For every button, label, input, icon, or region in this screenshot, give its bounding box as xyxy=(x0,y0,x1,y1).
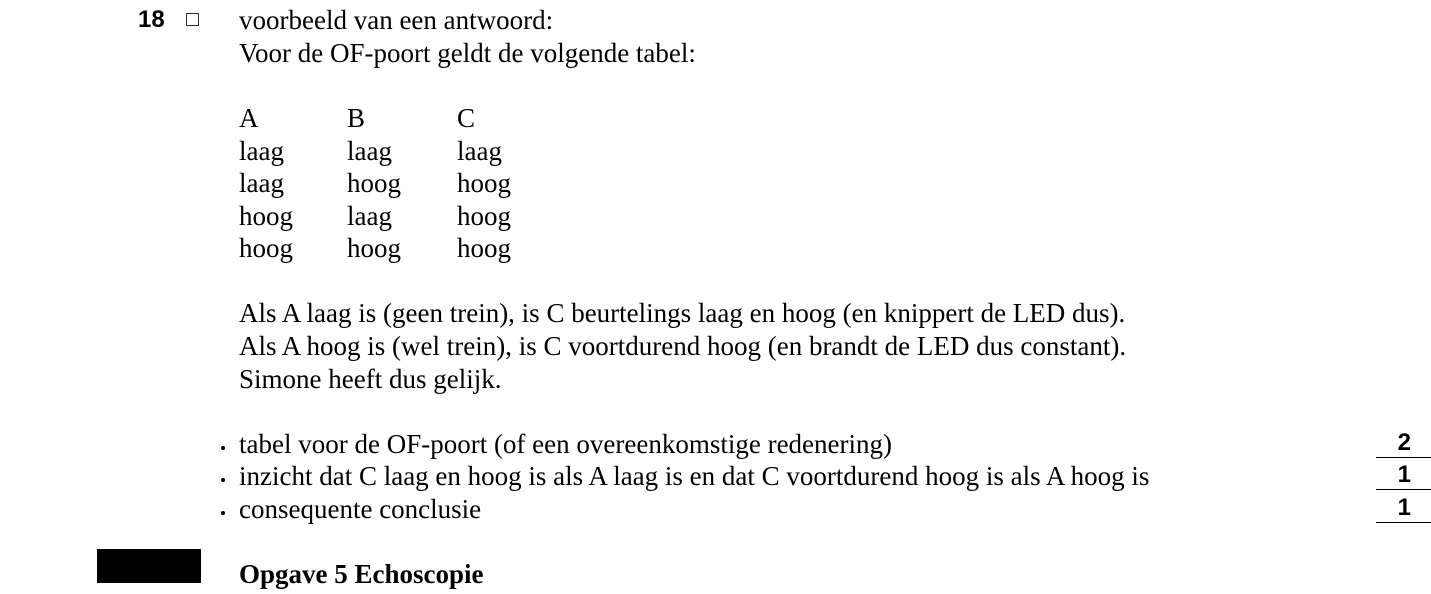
table-header-b: B xyxy=(347,103,366,133)
scoring-item-3: consequente conclusie xyxy=(239,494,482,524)
table-cell: hoog xyxy=(347,168,401,198)
table-cell: hoog xyxy=(239,233,293,263)
table-cell: hoog xyxy=(347,233,401,263)
bullet-icon xyxy=(221,511,225,515)
table-cell: laag xyxy=(347,201,392,231)
question-number: 18 xyxy=(138,6,165,33)
table-header-c: C xyxy=(457,103,476,133)
table-cell: laag xyxy=(347,136,392,166)
table-cell: laag xyxy=(239,136,284,166)
table-header-a: A xyxy=(239,103,259,133)
table-cell: hoog xyxy=(457,233,511,263)
score-points-3: 1 xyxy=(1376,494,1431,523)
explanation-line-3: Simone heeft dus gelijk. xyxy=(239,364,502,394)
table-cell: laag xyxy=(457,136,502,166)
score-points-1: 2 xyxy=(1376,429,1431,458)
explanation-line-1: Als A laag is (geen trein), is C beurtelings laag en hoog (en knippert de LED dus). xyxy=(239,298,1126,328)
score-points-2: 1 xyxy=(1376,461,1431,490)
table-intro: Voor de OF-poort geldt de volgende tabel: xyxy=(239,38,696,68)
scoring-item-2: inzicht dat C laag en hoog is als A laag is en dat C voortdurend hoog is als A hoog is xyxy=(239,461,1150,491)
section-title: Opgave 5 Echoscopie xyxy=(239,559,484,589)
table-cell: laag xyxy=(239,168,284,198)
table-cell: hoog xyxy=(457,168,511,198)
table-cell: hoog xyxy=(457,201,511,231)
table-cell: hoog xyxy=(239,201,293,231)
scoring-item-1: tabel voor de OF-poort (of een overeenkomstige redenering) xyxy=(239,429,893,459)
bullet-icon xyxy=(221,446,225,450)
explanation-line-2: Als A hoog is (wel trein), is C voortdurend hoog (en brandt de LED dus constant). xyxy=(239,331,1127,361)
section-marker-block xyxy=(97,549,201,583)
answer-intro: voorbeeld van een antwoord: xyxy=(239,5,554,35)
question-checkbox[interactable] xyxy=(186,13,199,26)
bullet-icon xyxy=(221,478,225,482)
